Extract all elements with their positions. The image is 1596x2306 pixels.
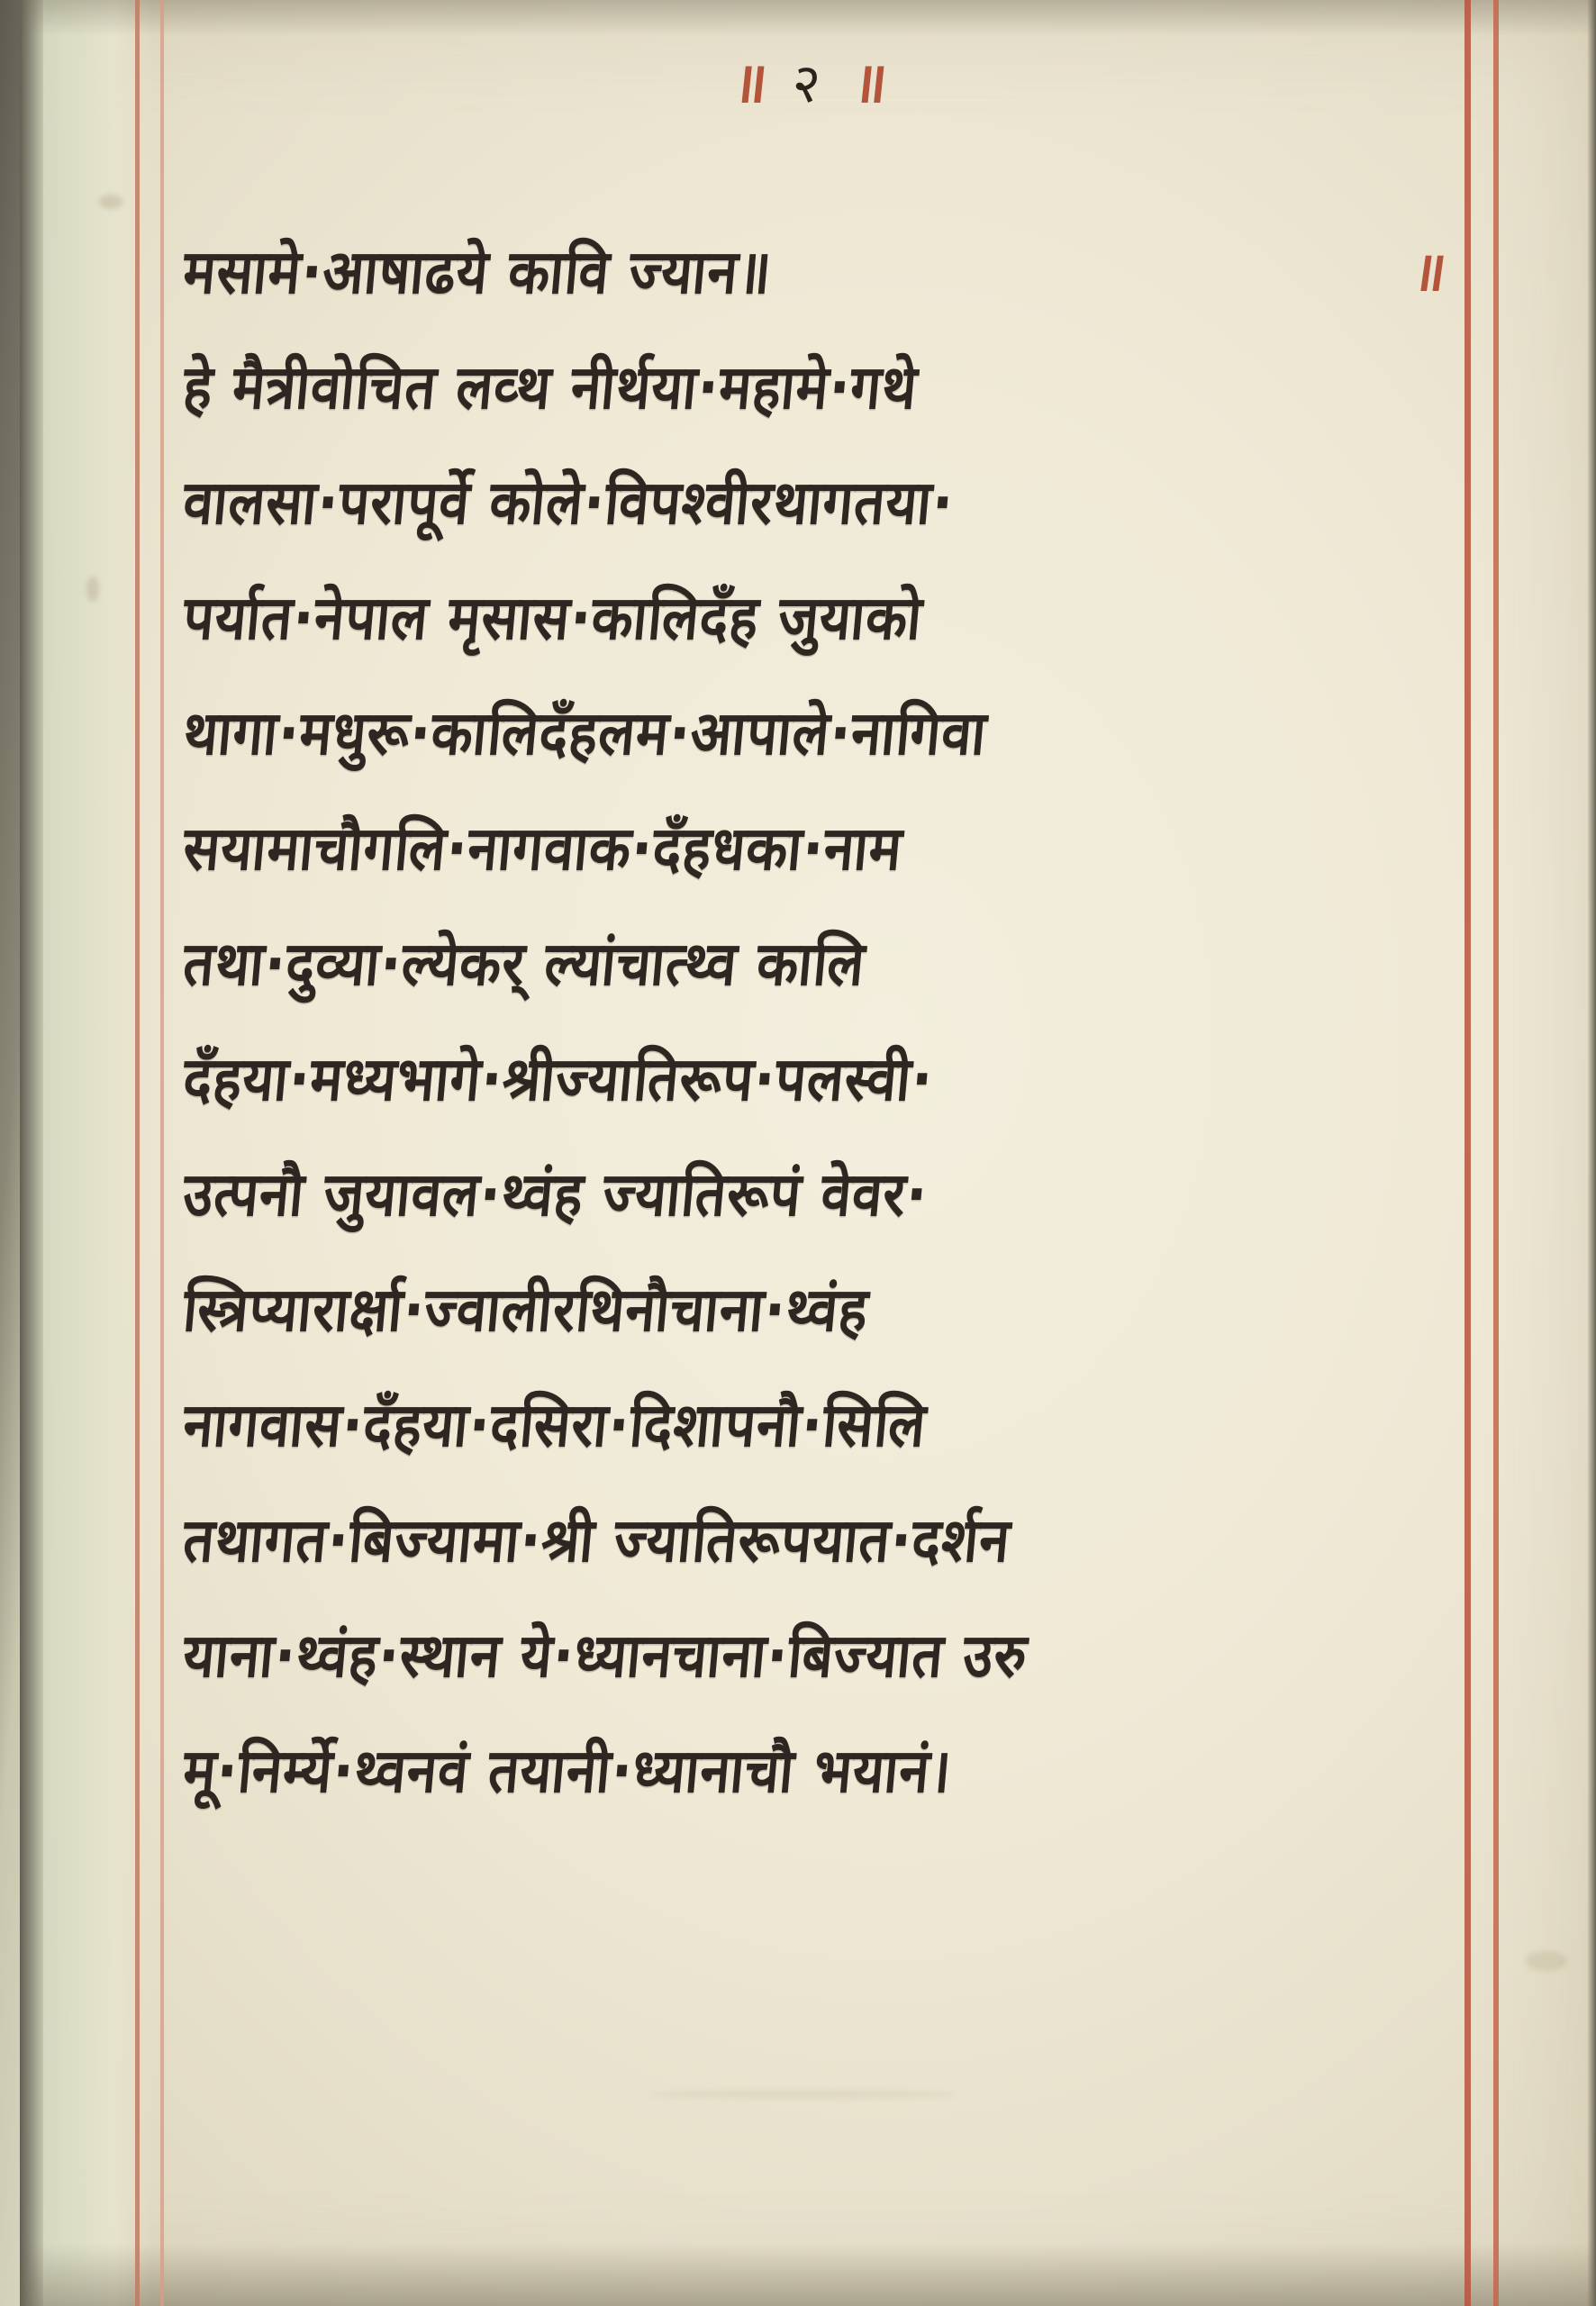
border-rule-right-inner bbox=[1493, 0, 1499, 2306]
paper-left-edge-shadow bbox=[20, 0, 43, 2306]
paper-blemish bbox=[1526, 1951, 1567, 1971]
paper-right-edge-shadow bbox=[1587, 0, 1596, 2306]
text-line bbox=[178, 456, 1466, 571]
text-line-content: स्त्रिप्यारार्क्षा·ज्वालीरथिनौचाना·थ्वंह bbox=[180, 1275, 872, 1346]
text-line bbox=[178, 1148, 1466, 1263]
danda-mark-left: ॥ bbox=[730, 50, 766, 115]
paper-blemish bbox=[86, 576, 99, 602]
margin-danda-mark: ॥ bbox=[1409, 241, 1444, 304]
text-line-content: उत्पनौ जुयावल·थ्वंह ज्यातिरूपं वेवर· bbox=[180, 1159, 931, 1230]
text-line-content: नागवास·दँहया·दसिरा·दिशापनौ·सिलि bbox=[180, 1390, 929, 1461]
paper-bottom-shadow bbox=[20, 2243, 1596, 2306]
text-line-content: थागा·मधुरू·कालिदँहलम·आपाले·नागिवा bbox=[180, 698, 990, 769]
folio-number bbox=[20, 43, 1596, 119]
text-line bbox=[178, 571, 1466, 686]
text-line-content: तथागत·बिज्यामा·श्री ज्यातिरूपयात·दर्शन bbox=[180, 1505, 1014, 1576]
text-line-content: याना·थ्वंह·स्थान ये·ध्यानचाना·बिज्यात उरु bbox=[180, 1621, 1031, 1692]
border-rule-left-outer bbox=[135, 0, 140, 2306]
text-line-content: पर्यात·नेपाल मृसास·कालिदँह जुयाको bbox=[180, 583, 926, 654]
text-line bbox=[178, 802, 1466, 917]
danda-mark-right: ॥ bbox=[849, 50, 885, 115]
text-line-content: मू·निर्म्ये·थ्वनवं तयानी·ध्यानाचौ भयानं। bbox=[180, 1736, 955, 1807]
folio-leaf bbox=[20, 0, 1596, 2306]
text-line bbox=[178, 1378, 1466, 1493]
text-line bbox=[178, 686, 1466, 802]
text-line bbox=[178, 1493, 1466, 1609]
paper-top-shadow bbox=[20, 0, 1596, 36]
text-line-content: मसामे·आषाढये कावि ज्यान॥ bbox=[180, 237, 775, 308]
text-line bbox=[178, 1263, 1466, 1378]
border-rule-left-inner bbox=[160, 0, 164, 2306]
text-line bbox=[178, 1032, 1466, 1148]
text-block bbox=[178, 225, 1466, 1839]
text-line-content: वालसा·परापूर्वे कोले·विपश्वीरथागतया· bbox=[180, 468, 957, 539]
text-line bbox=[178, 1724, 1466, 1839]
text-line-content: तथा·दुव्या·ल्येकर् ल्यांचात्थ्व कालि bbox=[180, 929, 868, 1000]
text-line-content: सयामाचौगलि·नागवाक·दँहधका·नाम bbox=[180, 813, 906, 885]
text-line bbox=[178, 340, 1466, 456]
text-line bbox=[178, 1609, 1466, 1724]
paper-blemish bbox=[650, 2090, 957, 2099]
folio-number-value: २ bbox=[791, 52, 825, 115]
text-line-content: दँहया·मध्यभागे·श्रीज्यातिरूप·पलस्वी· bbox=[180, 1044, 937, 1115]
text-line bbox=[178, 917, 1466, 1032]
text-line bbox=[178, 225, 1466, 340]
text-line-content: हे मैत्रीवोचित लव्थ नीर्थया·महामे·गथे bbox=[180, 352, 921, 423]
paper-blemish bbox=[99, 195, 122, 209]
